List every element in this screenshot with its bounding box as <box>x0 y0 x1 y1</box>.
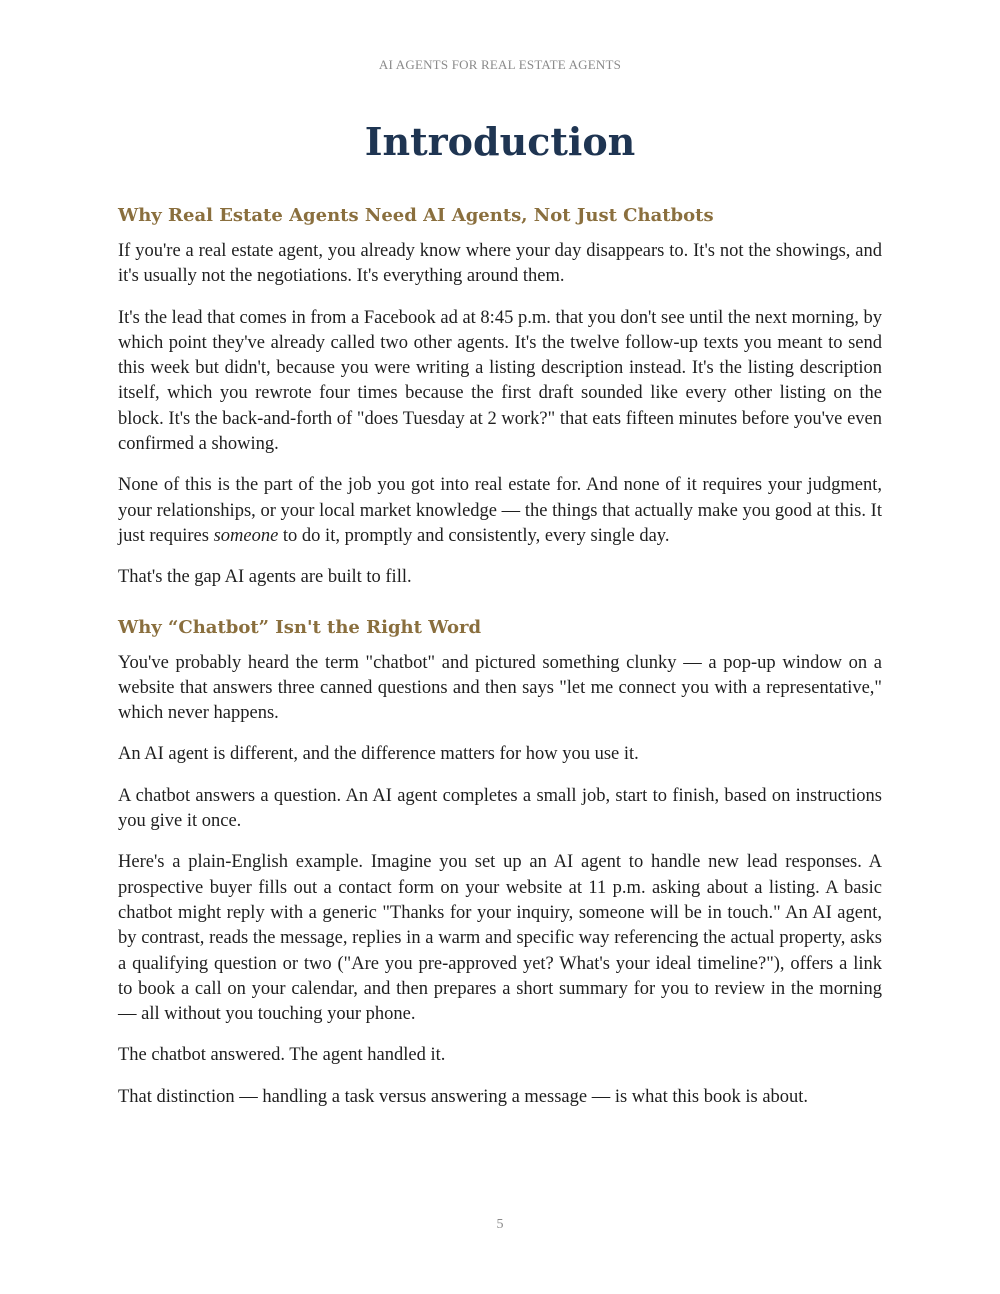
page-body <box>118 202 882 1126</box>
page-number: 5 <box>496 1217 504 1232</box>
section-heading-chatbot-word: Why “Chatbot” Isn't the Right Word <box>118 616 482 638</box>
paragraph: A chatbot answers a question. An AI agent completes a small job, start to finish, based on instructions you give it once. <box>118 785 882 832</box>
running-header: AI AGENTS FOR REAL ESTATE AGENTS <box>378 57 622 72</box>
section-heading-why-agents: Why Real Estate Agents Need AI Agents, Not Just Chatbots <box>118 205 714 226</box>
paragraph-text: to do it, promptly and consistently, every single day. <box>278 525 670 546</box>
paragraph: The chatbot answered. The agent handled it. <box>118 1045 446 1066</box>
paragraph-text: None of this is the part of the job you got into real estate for. And none of it requires your judgment, your relationships, or your local market knowledge — the things that actually make you good at this. It just requires <box>118 475 882 546</box>
paragraph: That's the gap AI agents are built to fill. <box>118 567 412 588</box>
paragraph: That distinction — handling a task versus answering a message — is what this book is about. <box>118 1086 809 1107</box>
paragraph: Here's a plain-English example. Imagine you set up an AI agent to handle new lead responses. A prospective buyer fills out a contact form on your website at 11 p.m. asking about a listing. A basic chatbot might reply with a generic "Thanks for your inquiry, someone will be in touch." An AI agent, by contrast, reads the message, replies in a warm and specific way referencing the actual property, asks a qualifying question or two ("Are you pre-approved yet? What's your ideal timeline?"), offers a link to book a call on your calendar, and then prepares a short summary for you to review in the morning — all without you touching your phone. <box>118 852 882 1025</box>
chapter-title: Introduction <box>364 119 636 164</box>
paragraph: You've probably heard the term "chatbot" and pictured something clunky — a pop-up window on a website that answers three canned questions and then says "let me connect you with a representative," which never happens. <box>118 652 882 724</box>
paragraph: If you're a real estate agent, you already know where your day disappears to. It's not the showings, and it's usually not the negotiations. It's everything around them. <box>118 241 882 287</box>
emphasis-text: someone <box>213 525 279 546</box>
paragraph-with-emphasis <box>118 473 882 549</box>
paragraph: It's the lead that comes in from a Facebook ad at 8:45 p.m. that you don't see until the next morning, by which point they've already called two other agents. It's the twelve follow-up texts you meant to send this week but didn't, because you were writing a listing description instead. It's the listing description itself, which you rewrote four times because the first draft sounded like every other listing on the block. It's the back-and-forth of "does Tuesday at 2 work?" that eats fifteen minutes before you've even confirmed a showing. <box>118 307 882 455</box>
paragraph: An AI agent is different, and the difference matters for how you use it. <box>118 744 639 765</box>
